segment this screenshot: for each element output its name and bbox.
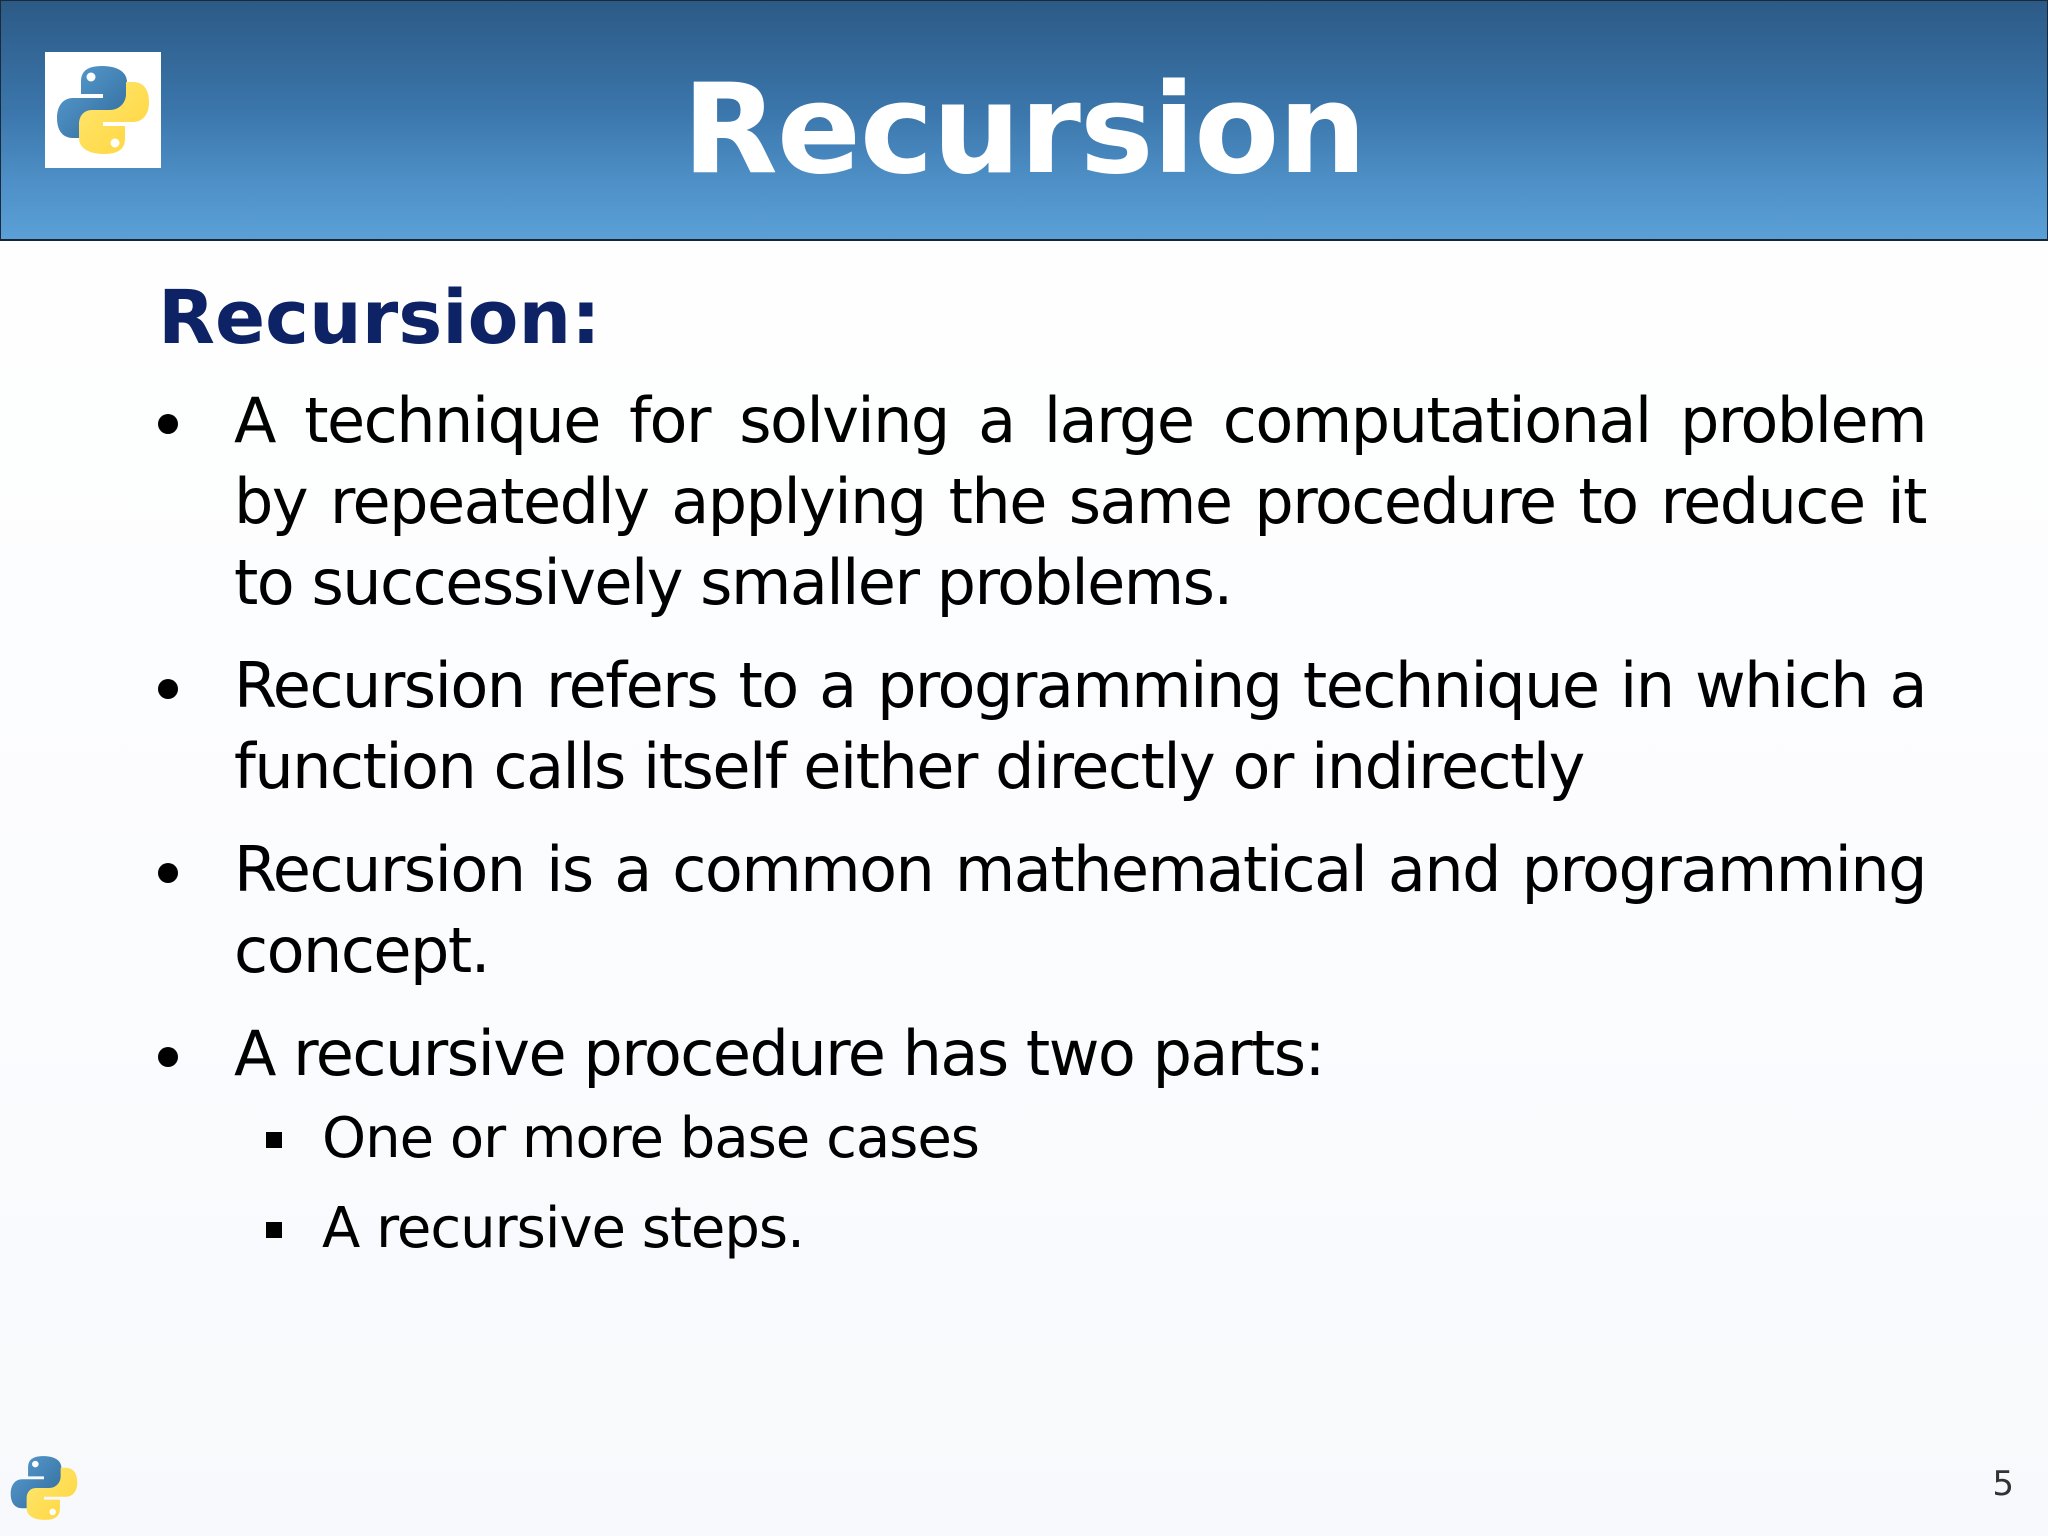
python-logo-icon xyxy=(2,1446,86,1530)
bullet-dot-icon xyxy=(158,414,178,434)
bullet-text: A recursive procedure has two parts: xyxy=(234,1017,1324,1090)
sub-bullet-item xyxy=(158,1094,1926,1184)
bullet-item xyxy=(158,645,1926,807)
sub-bullet-text: One or more base cases xyxy=(322,1106,979,1171)
bullet-item xyxy=(158,829,1926,991)
bullet-list xyxy=(158,380,1926,1094)
bullet-dot-icon xyxy=(158,1047,178,1067)
bullet-text: A technique for solving a large computational problem by repeatedly applying the same procedure to reduce it to successively smaller problems. xyxy=(234,384,1926,619)
page-number: 5 xyxy=(1992,1464,2014,1504)
sub-bullet-text: A recursive steps. xyxy=(322,1196,804,1261)
bullet-dot-icon xyxy=(158,679,178,699)
square-bullet-icon xyxy=(266,1222,282,1238)
content-heading: Recursion: xyxy=(158,275,601,361)
slide-content xyxy=(158,268,1926,1274)
sub-bullet-item xyxy=(158,1184,1926,1274)
title-banner xyxy=(0,0,2048,241)
slide-title: Recursion xyxy=(682,58,1366,202)
bullet-item xyxy=(158,1013,1926,1094)
bullet-text: Recursion refers to a programming technique in which a function calls itself either directly or indirectly xyxy=(234,649,1926,803)
bullet-item xyxy=(158,380,1926,623)
bullet-dot-icon xyxy=(158,863,178,883)
bullet-text: Recursion is a common mathematical and programming concept. xyxy=(234,833,1926,987)
sub-bullet-list xyxy=(158,1094,1926,1274)
square-bullet-icon xyxy=(266,1132,282,1148)
